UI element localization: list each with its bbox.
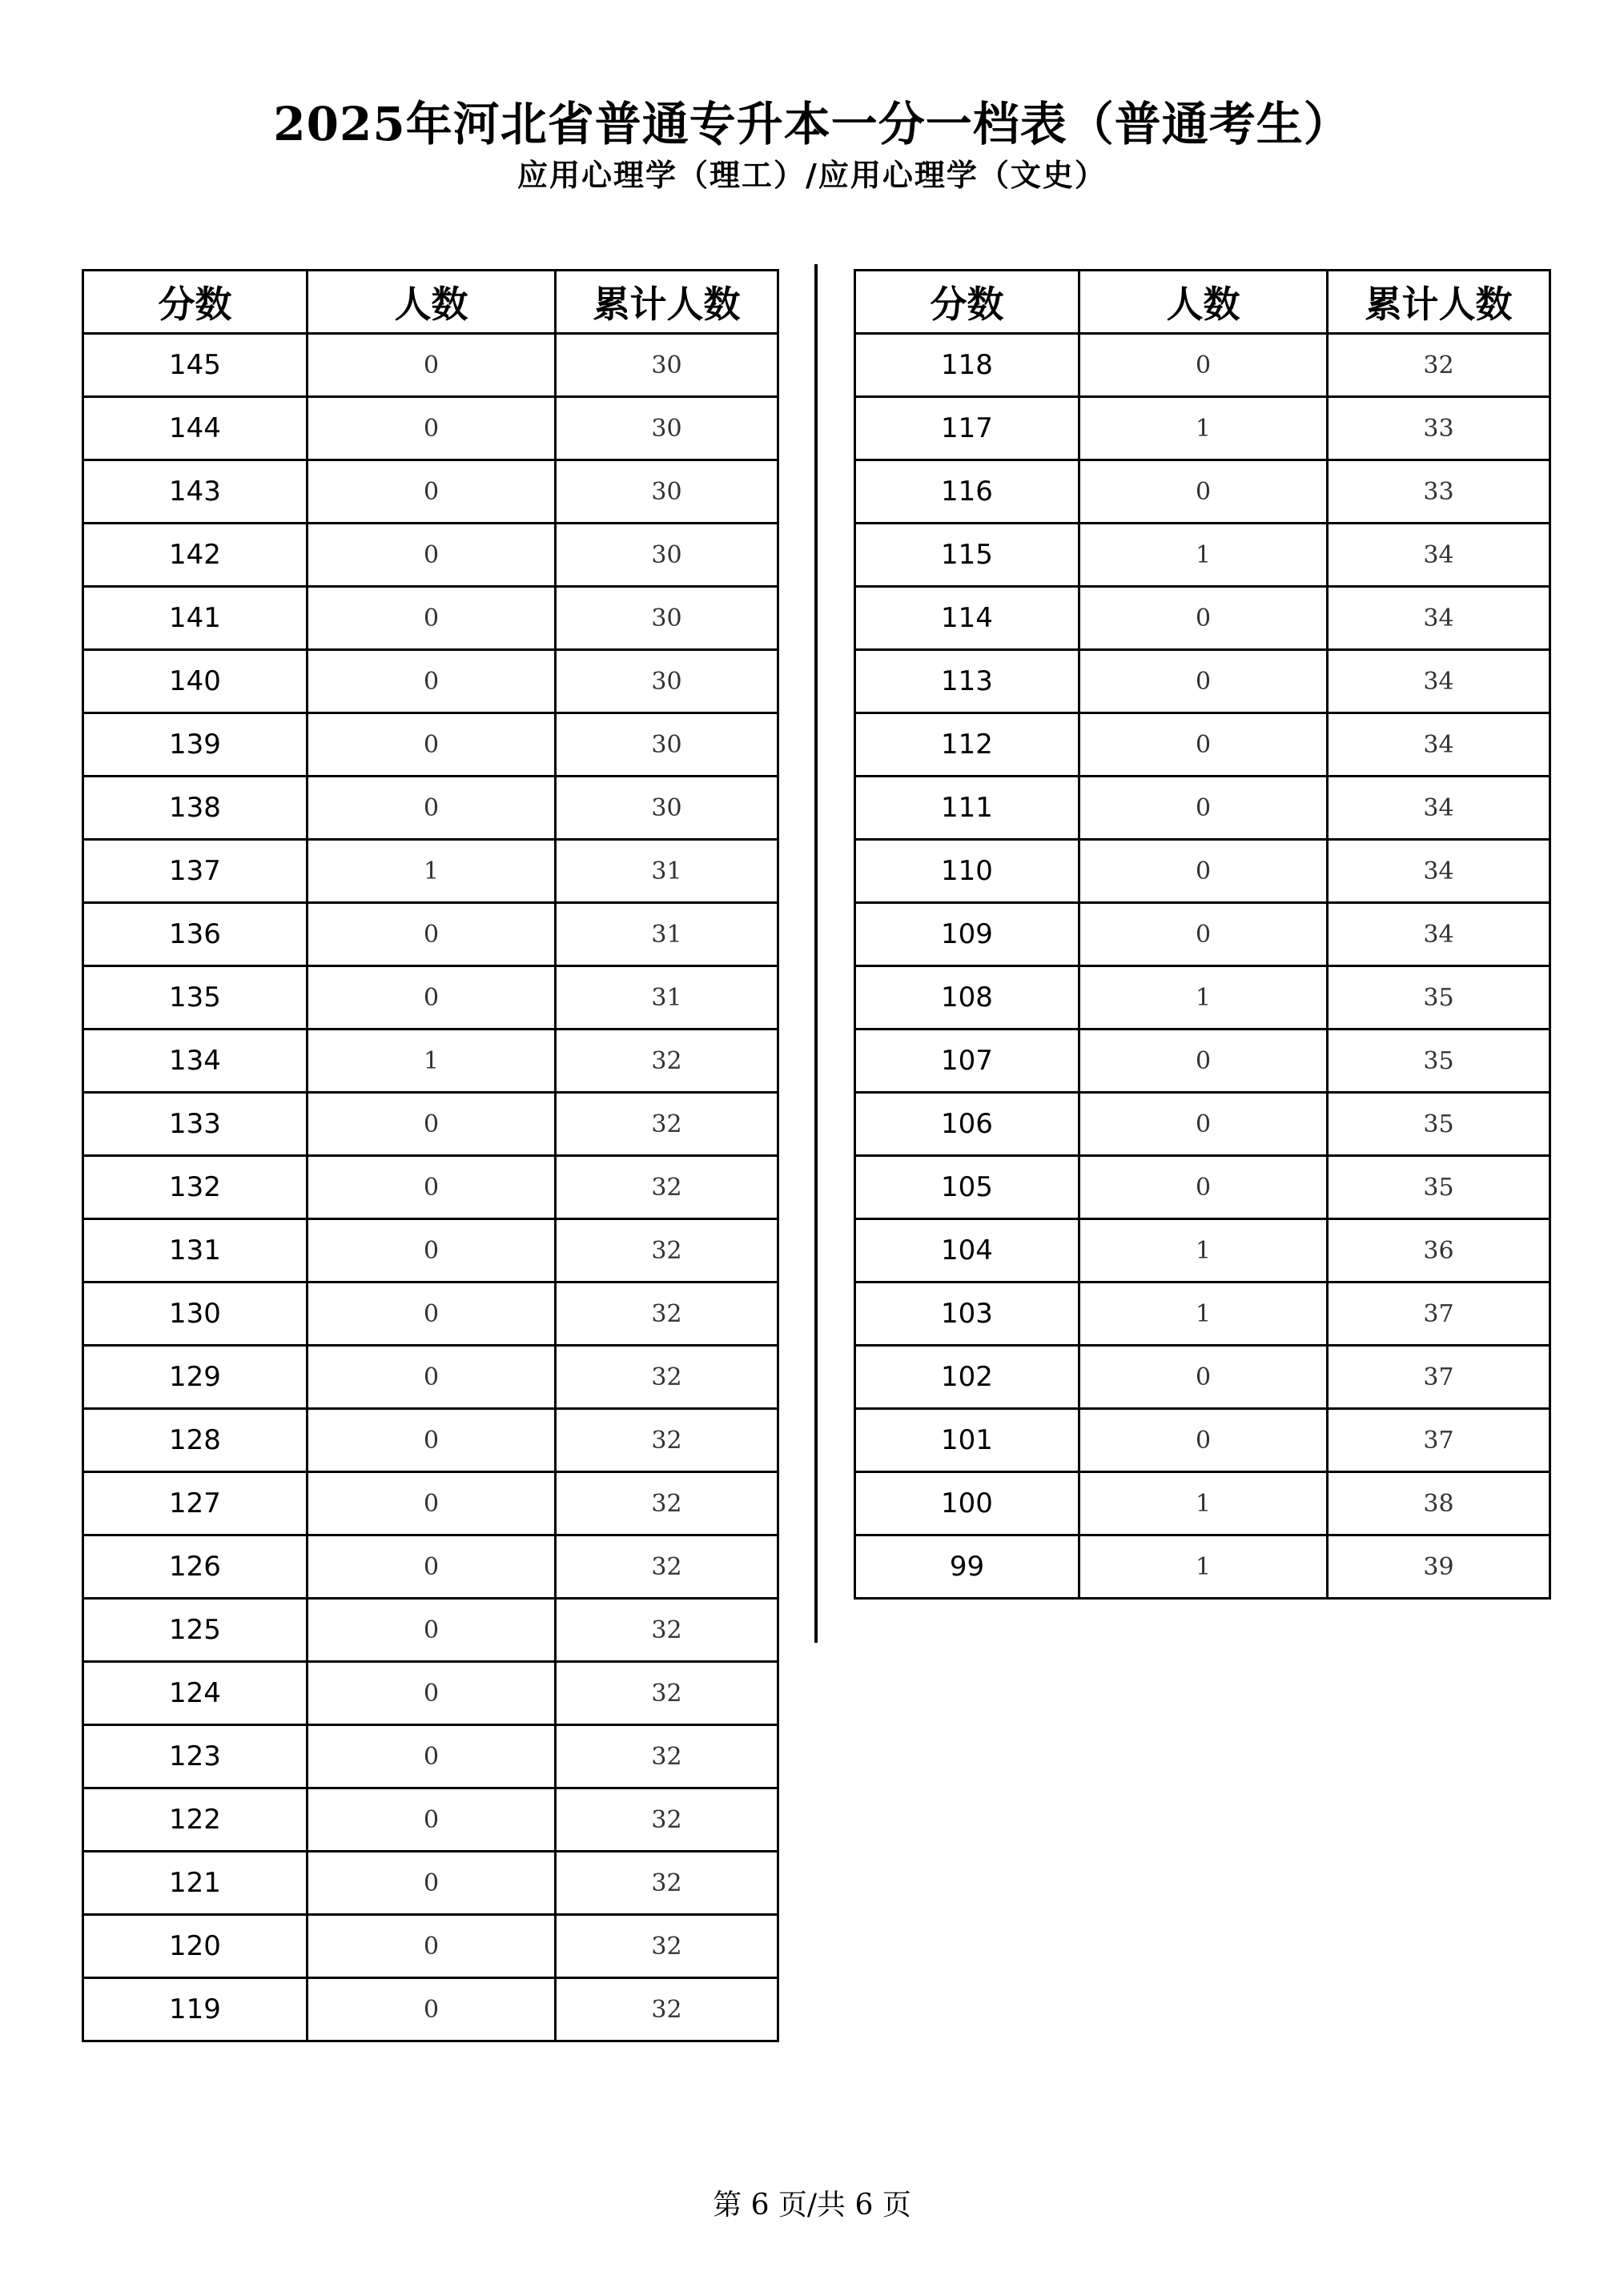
cell-score: 132: [83, 1156, 308, 1219]
cell-score: 121: [83, 1852, 308, 1915]
cell-score: 110: [855, 840, 1079, 903]
cell-count: 0: [308, 1472, 556, 1535]
table-row: [83, 1093, 778, 1156]
cell-count: 0: [1079, 777, 1328, 840]
cell-cumulative: 32: [556, 1409, 778, 1472]
table-row: [855, 1346, 1550, 1409]
table-header-row: [855, 271, 1550, 334]
cell-count: 0: [1079, 587, 1328, 650]
cell-cumulative: 32: [556, 1978, 778, 2041]
cell-score: 137: [83, 840, 308, 903]
table-row: [83, 713, 778, 777]
cell-score: 129: [83, 1346, 308, 1409]
table-row: [855, 1030, 1550, 1093]
cell-score: 145: [83, 334, 308, 397]
cell-cumulative: 34: [1328, 713, 1550, 777]
table-row: [855, 713, 1550, 777]
table-row: [855, 1472, 1550, 1535]
cell-cumulative: 34: [1328, 587, 1550, 650]
cell-cumulative: 30: [556, 650, 778, 713]
cell-count: 0: [1079, 334, 1328, 397]
page-title: 2025年河北省普通专升本一分一档表（普通考生）: [273, 97, 1351, 151]
cell-count: 0: [308, 1535, 556, 1599]
cell-cumulative: 34: [1328, 903, 1550, 966]
cell-score: 144: [83, 397, 308, 460]
cell-cumulative: 37: [1328, 1346, 1550, 1409]
table-row: [83, 1978, 778, 2041]
cell-cumulative: 34: [1328, 524, 1550, 587]
table-row: [83, 1788, 778, 1852]
table-row: [83, 650, 778, 713]
table-row: [83, 777, 778, 840]
table-row: [83, 397, 778, 460]
cell-score: 115: [855, 524, 1079, 587]
table-row: [83, 966, 778, 1030]
cell-count: 0: [308, 587, 556, 650]
cell-score: 113: [855, 650, 1079, 713]
cell-cumulative: 36: [1328, 1219, 1550, 1282]
table-row: [83, 587, 778, 650]
cell-score: 128: [83, 1409, 308, 1472]
cell-score: 108: [855, 966, 1079, 1030]
cell-cumulative: 30: [556, 713, 778, 777]
cell-count: 0: [308, 903, 556, 966]
cell-cumulative: 32: [556, 1156, 778, 1219]
page-subtitle: 应用心理学（理工）/应用心理学（文史）: [517, 158, 1107, 193]
cell-cumulative: 34: [1328, 650, 1550, 713]
cell-score: 127: [83, 1472, 308, 1535]
page-footer: 第 6 页/共 6 页: [713, 2189, 911, 2222]
cell-count: 0: [308, 1978, 556, 2041]
cell-cumulative: 34: [1328, 840, 1550, 903]
cell-cumulative: 32: [1328, 334, 1550, 397]
cell-count: 0: [308, 1599, 556, 1662]
cell-count: 0: [308, 1156, 556, 1219]
cell-count: 0: [1079, 1346, 1328, 1409]
cell-score: 107: [855, 1030, 1079, 1093]
cell-count: 0: [1079, 1030, 1328, 1093]
cell-score: 106: [855, 1093, 1079, 1156]
cell-count: 0: [308, 1282, 556, 1346]
table-row: [83, 1282, 778, 1346]
header-count: 人数: [308, 271, 556, 334]
cell-cumulative: 31: [556, 903, 778, 966]
header-cumulative: 累计人数: [1328, 271, 1550, 334]
table-row: [855, 1219, 1550, 1282]
cell-count: 0: [1079, 1093, 1328, 1156]
cell-cumulative: 32: [556, 1219, 778, 1282]
cell-count: 1: [1079, 966, 1328, 1030]
header-score: 分数: [83, 271, 308, 334]
cell-count: 0: [308, 397, 556, 460]
cell-score: 118: [855, 334, 1079, 397]
cell-cumulative: 32: [556, 1915, 778, 1978]
cell-cumulative: 35: [1328, 1156, 1550, 1219]
table-row: [83, 1409, 778, 1472]
cell-score: 122: [83, 1788, 308, 1852]
cell-count: 0: [308, 777, 556, 840]
table-row: [855, 1282, 1550, 1346]
table-row: [855, 777, 1550, 840]
cell-count: 1: [308, 1030, 556, 1093]
cell-cumulative: 38: [1328, 1472, 1550, 1535]
table-row: [83, 1472, 778, 1535]
column-divider: [814, 264, 818, 1643]
table-row: [855, 650, 1550, 713]
cell-score: 100: [855, 1472, 1079, 1535]
cell-score: 104: [855, 1219, 1079, 1282]
table-row: [855, 1156, 1550, 1219]
cell-score: 140: [83, 650, 308, 713]
cell-count: 0: [1079, 460, 1328, 524]
table-row: [83, 1535, 778, 1599]
cell-cumulative: 37: [1328, 1282, 1550, 1346]
table-row: [855, 460, 1550, 524]
cell-count: 0: [308, 460, 556, 524]
table-row: [83, 1662, 778, 1725]
cell-count: 0: [308, 334, 556, 397]
cell-count: 1: [1079, 524, 1328, 587]
cell-count: 0: [1079, 1409, 1328, 1472]
cell-cumulative: 30: [556, 334, 778, 397]
cell-score: 99: [855, 1535, 1079, 1599]
cell-cumulative: 32: [556, 1662, 778, 1725]
table-row: [855, 840, 1550, 903]
header-count: 人数: [1079, 271, 1328, 334]
table-row: [83, 524, 778, 587]
cell-count: 0: [308, 1219, 556, 1282]
table-row: [855, 966, 1550, 1030]
cell-score: 143: [83, 460, 308, 524]
cell-cumulative: 35: [1328, 966, 1550, 1030]
cell-count: 1: [1079, 1282, 1328, 1346]
cell-count: 1: [1079, 1472, 1328, 1535]
cell-count: 0: [308, 1346, 556, 1409]
cell-score: 102: [855, 1346, 1079, 1409]
table-row: [83, 1852, 778, 1915]
table-row: [83, 1346, 778, 1409]
cell-score: 114: [855, 587, 1079, 650]
cell-score: 124: [83, 1662, 308, 1725]
table-row: [855, 334, 1550, 397]
cell-cumulative: 32: [556, 1472, 778, 1535]
cell-count: 0: [308, 650, 556, 713]
cell-score: 109: [855, 903, 1079, 966]
table-row: [855, 903, 1550, 966]
cell-cumulative: 32: [556, 1599, 778, 1662]
cell-count: 0: [308, 1852, 556, 1915]
cell-count: 1: [1079, 1219, 1328, 1282]
table-row: [855, 397, 1550, 460]
cell-score: 117: [855, 397, 1079, 460]
table-row: [83, 460, 778, 524]
cell-score: 120: [83, 1915, 308, 1978]
score-table-left: [82, 269, 779, 2042]
cell-score: 130: [83, 1282, 308, 1346]
cell-cumulative: 30: [556, 397, 778, 460]
cell-count: 1: [1079, 397, 1328, 460]
cell-cumulative: 39: [1328, 1535, 1550, 1599]
cell-cumulative: 30: [556, 460, 778, 524]
cell-cumulative: 30: [556, 524, 778, 587]
table-row: [83, 840, 778, 903]
cell-cumulative: 32: [556, 1788, 778, 1852]
cell-cumulative: 33: [1328, 460, 1550, 524]
cell-score: 131: [83, 1219, 308, 1282]
table-row: [83, 903, 778, 966]
cell-cumulative: 32: [556, 1852, 778, 1915]
cell-count: 0: [1079, 1156, 1328, 1219]
cell-count: 0: [308, 1409, 556, 1472]
cell-score: 141: [83, 587, 308, 650]
cell-score: 134: [83, 1030, 308, 1093]
cell-cumulative: 31: [556, 840, 778, 903]
cell-cumulative: 34: [1328, 777, 1550, 840]
cell-count: 0: [1079, 903, 1328, 966]
cell-score: 103: [855, 1282, 1079, 1346]
cell-cumulative: 32: [556, 1725, 778, 1788]
cell-count: 0: [308, 713, 556, 777]
cell-cumulative: 32: [556, 1535, 778, 1599]
cell-score: 105: [855, 1156, 1079, 1219]
cell-count: 1: [1079, 1535, 1328, 1599]
cell-count: 0: [308, 1915, 556, 1978]
table-row: [855, 1535, 1550, 1599]
table-row: [855, 1409, 1550, 1472]
header-cumulative: 累计人数: [556, 271, 778, 334]
table-row: [83, 1156, 778, 1219]
cell-score: 116: [855, 460, 1079, 524]
cell-cumulative: 30: [556, 777, 778, 840]
cell-cumulative: 31: [556, 966, 778, 1030]
table-row: [83, 1915, 778, 1978]
cell-score: 135: [83, 966, 308, 1030]
cell-score: 139: [83, 713, 308, 777]
cell-count: 0: [308, 1093, 556, 1156]
cell-count: 0: [308, 1662, 556, 1725]
table-row: [83, 1725, 778, 1788]
cell-count: 1: [308, 840, 556, 903]
cell-count: 0: [308, 1788, 556, 1852]
cell-score: 136: [83, 903, 308, 966]
cell-cumulative: 37: [1328, 1409, 1550, 1472]
header-score: 分数: [855, 271, 1079, 334]
table-row: [855, 524, 1550, 587]
table-row: [855, 1093, 1550, 1156]
cell-score: 123: [83, 1725, 308, 1788]
cell-cumulative: 32: [556, 1093, 778, 1156]
cell-cumulative: 32: [556, 1346, 778, 1409]
cell-score: 112: [855, 713, 1079, 777]
cell-cumulative: 32: [556, 1030, 778, 1093]
cell-score: 119: [83, 1978, 308, 2041]
table-row: [83, 334, 778, 397]
table-row: [83, 1599, 778, 1662]
cell-score: 111: [855, 777, 1079, 840]
cell-count: 0: [1079, 840, 1328, 903]
table-row: [83, 1219, 778, 1282]
table-header-row: [83, 271, 778, 334]
cell-score: 142: [83, 524, 308, 587]
cell-cumulative: 30: [556, 587, 778, 650]
cell-count: 0: [1079, 713, 1328, 777]
cell-cumulative: 35: [1328, 1093, 1550, 1156]
cell-score: 138: [83, 777, 308, 840]
cell-cumulative: 33: [1328, 397, 1550, 460]
cell-count: 0: [308, 524, 556, 587]
cell-count: 0: [308, 966, 556, 1030]
cell-cumulative: 35: [1328, 1030, 1550, 1093]
cell-score: 101: [855, 1409, 1079, 1472]
cell-count: 0: [1079, 650, 1328, 713]
table-row: [855, 587, 1550, 650]
cell-cumulative: 32: [556, 1282, 778, 1346]
cell-score: 125: [83, 1599, 308, 1662]
cell-score: 126: [83, 1535, 308, 1599]
cell-score: 133: [83, 1093, 308, 1156]
score-table-right: [854, 269, 1551, 1600]
table-row: [83, 1030, 778, 1093]
cell-count: 0: [308, 1725, 556, 1788]
